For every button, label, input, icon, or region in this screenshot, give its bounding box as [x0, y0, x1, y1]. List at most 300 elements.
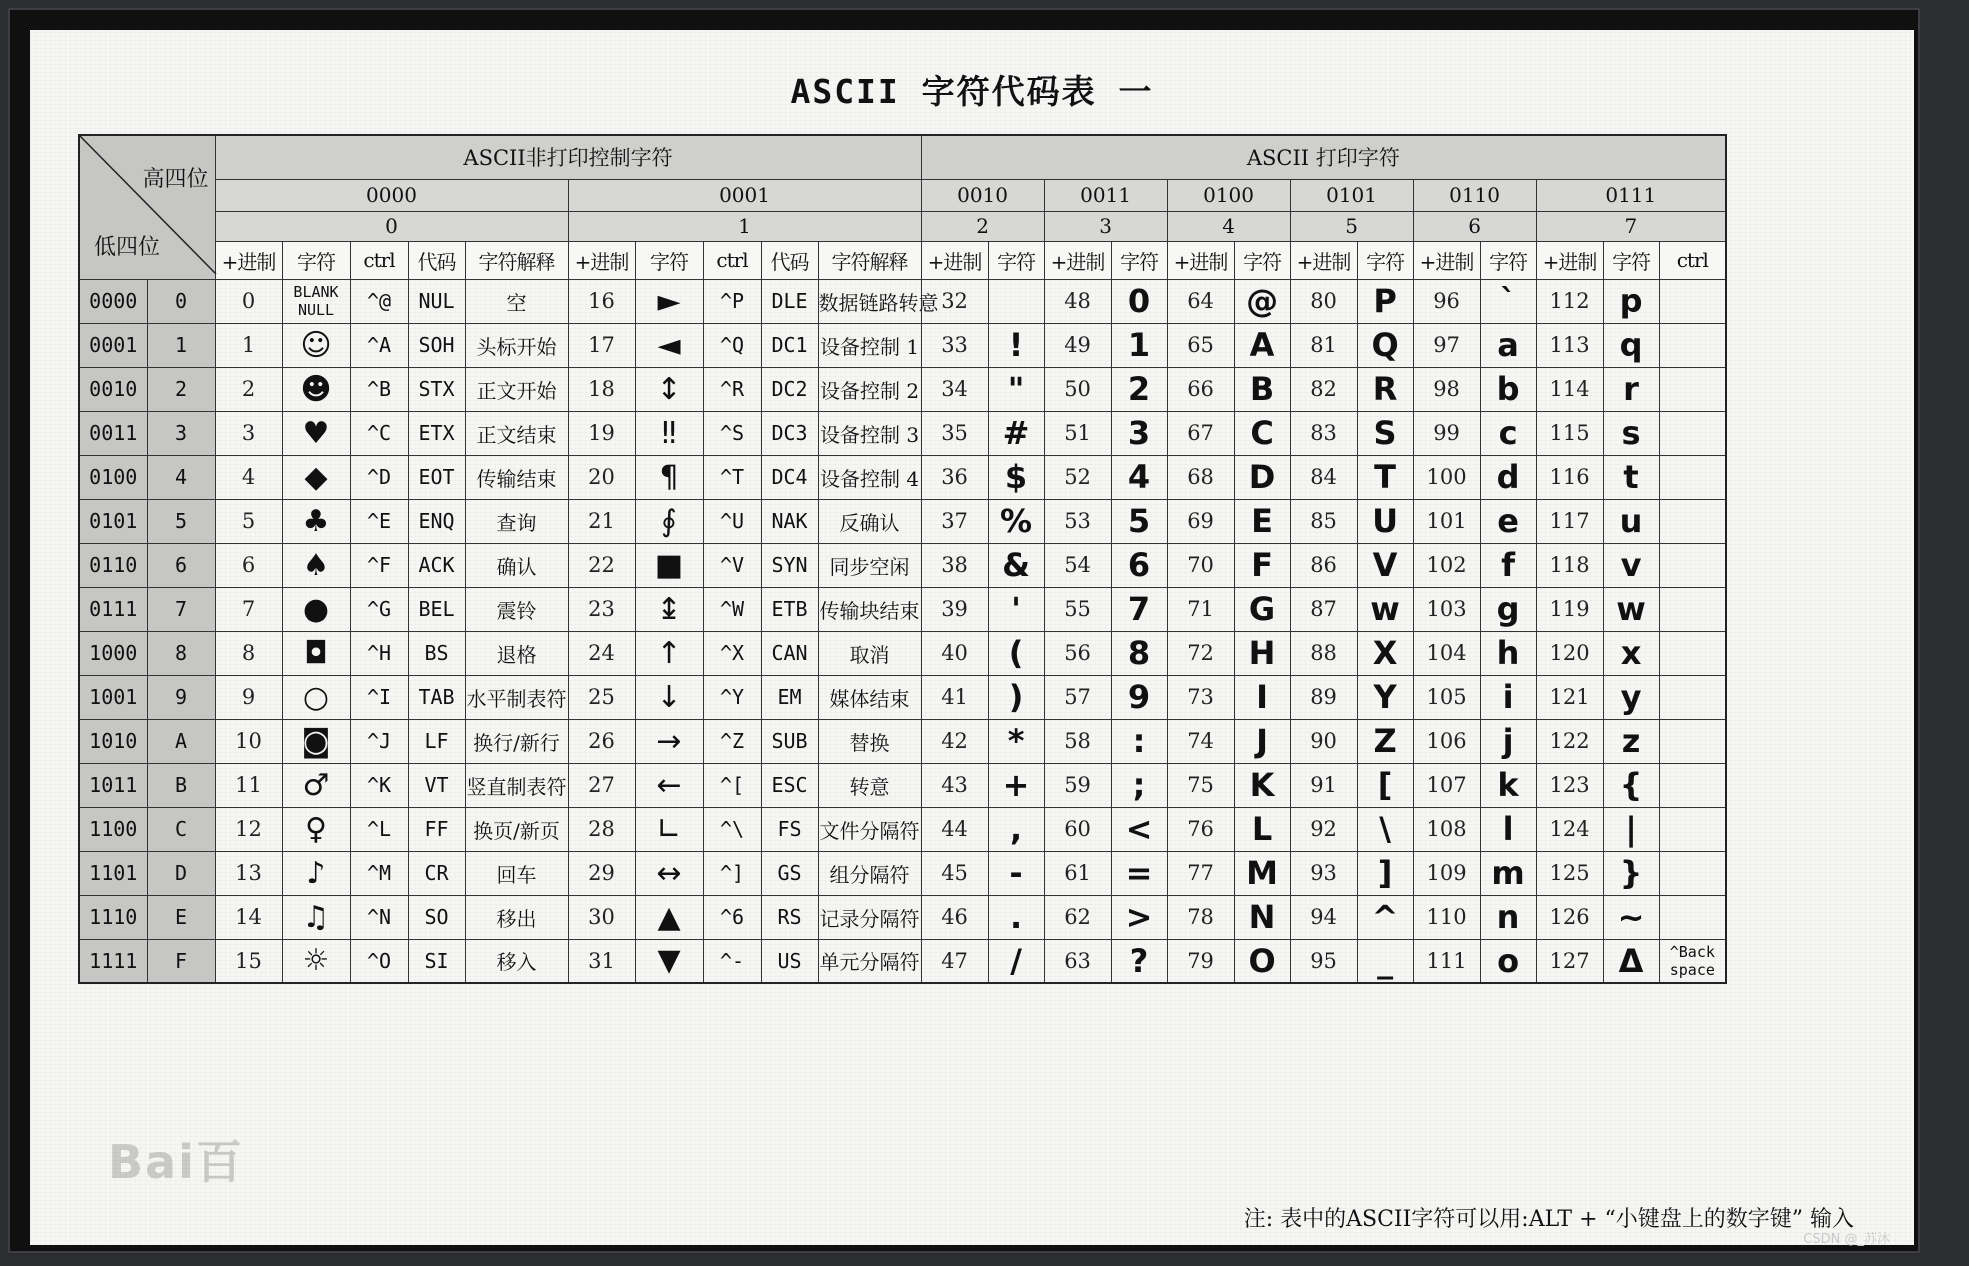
subheader-char: 字符 — [988, 241, 1044, 279]
low-bits-hex: B — [147, 763, 215, 807]
table-row — [79, 455, 1726, 499]
ctrl-key-cell: ^H — [350, 631, 408, 675]
low-bits-binary: 0000 — [79, 279, 147, 323]
control-glyph-cell: ► — [635, 279, 703, 323]
table-row — [79, 763, 1726, 807]
control-glyph-cell: ○ — [282, 675, 350, 719]
table-row — [79, 411, 1726, 455]
code-name-cell: NUL — [408, 279, 465, 323]
code-name-cell: SI — [408, 939, 465, 983]
printable-char-cell: - — [988, 851, 1044, 895]
code-name-cell: DC4 — [761, 455, 818, 499]
ctrl-key-cell: ^U — [703, 499, 761, 543]
low-bits-binary: 1100 — [79, 807, 147, 851]
table-row — [79, 807, 1726, 851]
description-cell: 设备控制 1 — [818, 323, 921, 367]
decimal-cell: 95 — [1290, 939, 1357, 983]
ascii-chart-sheet — [30, 30, 1914, 1245]
printable-char-cell: Y — [1357, 675, 1413, 719]
ctrl-key-cell: ^C — [350, 411, 408, 455]
decimal-cell: 44 — [921, 807, 988, 851]
printable-char-cell: 1 — [1111, 323, 1167, 367]
decimal-cell: 3 — [215, 411, 282, 455]
decimal-cell: 39 — [921, 587, 988, 631]
description-cell: 转意 — [818, 763, 921, 807]
code-name-cell: DC2 — [761, 367, 818, 411]
decimal-cell: 47 — [921, 939, 988, 983]
printable-char-cell: , — [988, 807, 1044, 851]
ctrl-key-cell: ^T — [703, 455, 761, 499]
ctrl-key-cell: ^Z — [703, 719, 761, 763]
control-glyph-cell: ● — [282, 587, 350, 631]
control-glyph-cell: ▼ — [635, 939, 703, 983]
printable-char-cell: 9 — [1111, 675, 1167, 719]
table-row — [79, 499, 1726, 543]
description-cell: 移入 — [465, 939, 568, 983]
decimal-cell: 49 — [1044, 323, 1111, 367]
code-name-cell: ESC — [761, 763, 818, 807]
description-cell: 反确认 — [818, 499, 921, 543]
printable-char-cell: 7 — [1111, 587, 1167, 631]
description-cell: 换页/新页 — [465, 807, 568, 851]
code-name-cell: NAK — [761, 499, 818, 543]
subheader-char: 字符 — [635, 241, 703, 279]
subheader-desc: 字符解释 — [465, 241, 568, 279]
description-cell: 传输结束 — [465, 455, 568, 499]
decimal-cell: 66 — [1167, 367, 1234, 411]
decimal-cell: 92 — [1290, 807, 1357, 851]
code-name-cell: ACK — [408, 543, 465, 587]
printable-char-cell: P — [1357, 279, 1413, 323]
printable-char-cell: ! — [988, 323, 1044, 367]
printable-char-cell: f — [1480, 543, 1536, 587]
decimal-cell: 63 — [1044, 939, 1111, 983]
low-bits-hex: 7 — [147, 587, 215, 631]
ctrl-key-cell — [1659, 675, 1726, 719]
description-cell: 换行/新行 — [465, 719, 568, 763]
printable-char-cell: G — [1234, 587, 1290, 631]
printable-char-cell: [ — [1357, 763, 1413, 807]
decimal-cell: 86 — [1290, 543, 1357, 587]
control-glyph-cell: ¶ — [635, 455, 703, 499]
decimal-cell: 21 — [568, 499, 635, 543]
code-name-cell: US — [761, 939, 818, 983]
subheader-char: 字符 — [282, 241, 350, 279]
control-glyph-cell: ☻ — [282, 367, 350, 411]
ctrl-key-cell: ^J — [350, 719, 408, 763]
ctrl-key-cell: ^G — [350, 587, 408, 631]
ctrl-key-cell: ^Q — [703, 323, 761, 367]
decimal-cell: 79 — [1167, 939, 1234, 983]
low-bits-hex: A — [147, 719, 215, 763]
decimal-cell: 58 — [1044, 719, 1111, 763]
decimal-cell: 85 — [1290, 499, 1357, 543]
code-name-cell: DLE — [761, 279, 818, 323]
low-bits-hex: 4 — [147, 455, 215, 499]
printable-char-cell: Z — [1357, 719, 1413, 763]
decimal-cell: 106 — [1413, 719, 1480, 763]
ctrl-key-cell — [1659, 807, 1726, 851]
image-frame — [8, 8, 1920, 1253]
printable-char-cell: w — [1357, 587, 1413, 631]
description-cell: 设备控制 4 — [818, 455, 921, 499]
high-bits-3: 0011 — [1044, 179, 1167, 211]
low-bits-hex: D — [147, 851, 215, 895]
low-bits-hex: 9 — [147, 675, 215, 719]
table-row — [79, 719, 1726, 763]
decimal-cell: 29 — [568, 851, 635, 895]
code-name-cell: ENQ — [408, 499, 465, 543]
decimal-cell: 108 — [1413, 807, 1480, 851]
decimal-cell: 0 — [215, 279, 282, 323]
low-bits-hex: 3 — [147, 411, 215, 455]
description-cell: 媒体结束 — [818, 675, 921, 719]
code-name-cell: BEL — [408, 587, 465, 631]
code-name-cell: CR — [408, 851, 465, 895]
decimal-cell: 90 — [1290, 719, 1357, 763]
decimal-cell: 71 — [1167, 587, 1234, 631]
description-cell: 移出 — [465, 895, 568, 939]
printable-char-cell: 5 — [1111, 499, 1167, 543]
decimal-cell: 64 — [1167, 279, 1234, 323]
ctrl-key-cell: ^M — [350, 851, 408, 895]
low-bits-binary: 0110 — [79, 543, 147, 587]
low-bits-hex: 2 — [147, 367, 215, 411]
ctrl-key-cell — [1659, 587, 1726, 631]
decimal-cell: 45 — [921, 851, 988, 895]
ctrl-key-cell: ^B — [350, 367, 408, 411]
description-cell: 取消 — [818, 631, 921, 675]
subheader-dec: +进制 — [1044, 241, 1111, 279]
high-digit-5: 5 — [1290, 211, 1413, 241]
low-bits-label: 低四位 — [94, 234, 161, 260]
printable-char-cell: h — [1480, 631, 1536, 675]
decimal-cell: 48 — [1044, 279, 1111, 323]
decimal-cell: 26 — [568, 719, 635, 763]
decimal-cell: 55 — [1044, 587, 1111, 631]
decimal-cell: 101 — [1413, 499, 1480, 543]
subheader-dec: +进制 — [1290, 241, 1357, 279]
decimal-cell: 16 — [568, 279, 635, 323]
description-cell: 正文结束 — [465, 411, 568, 455]
decimal-cell: 121 — [1536, 675, 1603, 719]
printable-char-cell: i — [1480, 675, 1536, 719]
decimal-cell: 30 — [568, 895, 635, 939]
csdn-credit: CSDN @_苏沐 — [1803, 1232, 1890, 1247]
description-cell: 确认 — [465, 543, 568, 587]
control-glyph-cell: ∟ — [635, 807, 703, 851]
low-bits-binary: 0001 — [79, 323, 147, 367]
decimal-cell: 119 — [1536, 587, 1603, 631]
high-digit-4: 4 — [1167, 211, 1290, 241]
decimal-cell: 105 — [1413, 675, 1480, 719]
subheader-dec: +进制 — [568, 241, 635, 279]
description-cell: 正文开始 — [465, 367, 568, 411]
printable-char-cell: " — [988, 367, 1044, 411]
decimal-cell: 43 — [921, 763, 988, 807]
ctrl-key-cell — [1659, 763, 1726, 807]
ctrl-key-cell: ^A — [350, 323, 408, 367]
description-cell: 组分隔符 — [818, 851, 921, 895]
subheader-desc: 字符解释 — [818, 241, 921, 279]
printable-char-cell: ; — [1111, 763, 1167, 807]
printable-char-cell: D — [1234, 455, 1290, 499]
printable-char-cell: = — [1111, 851, 1167, 895]
low-bits-hex: 6 — [147, 543, 215, 587]
decimal-cell: 50 — [1044, 367, 1111, 411]
ascii-code-table — [78, 134, 1727, 984]
subheader-dec: +进制 — [1536, 241, 1603, 279]
ctrl-key-cell: ^R — [703, 367, 761, 411]
decimal-cell: 73 — [1167, 675, 1234, 719]
printable-char-cell: < — [1111, 807, 1167, 851]
decimal-cell: 113 — [1536, 323, 1603, 367]
table-row — [79, 587, 1726, 631]
low-bits-binary: 0100 — [79, 455, 147, 499]
high-digit-6: 6 — [1413, 211, 1536, 241]
control-glyph-cell: ♥ — [282, 411, 350, 455]
printable-char-cell: e — [1480, 499, 1536, 543]
ctrl-key-cell — [1659, 499, 1726, 543]
printable-char-cell: { — [1603, 763, 1659, 807]
control-glyph-cell: BLANK NULL — [282, 279, 350, 323]
decimal-cell: 127 — [1536, 939, 1603, 983]
printable-char-cell: x — [1603, 631, 1659, 675]
low-bits-binary: 1011 — [79, 763, 147, 807]
description-cell: 单元分隔符 — [818, 939, 921, 983]
ctrl-key-cell: ^- — [703, 939, 761, 983]
printable-char-cell: 4 — [1111, 455, 1167, 499]
ctrl-key-cell: ^N — [350, 895, 408, 939]
decimal-cell: 110 — [1413, 895, 1480, 939]
decimal-cell: 107 — [1413, 763, 1480, 807]
chart-title: ASCII 字符代码表 一 — [790, 72, 1154, 111]
decimal-cell: 24 — [568, 631, 635, 675]
control-glyph-cell: ☼ — [282, 939, 350, 983]
ctrl-key-cell — [1659, 631, 1726, 675]
low-bits-hex: F — [147, 939, 215, 983]
decimal-cell: 38 — [921, 543, 988, 587]
decimal-cell: 41 — [921, 675, 988, 719]
printable-char-cell: A — [1234, 323, 1290, 367]
decimal-cell: 77 — [1167, 851, 1234, 895]
ctrl-key-cell: ^Y — [703, 675, 761, 719]
decimal-cell: 13 — [215, 851, 282, 895]
ctrl-key-cell — [1659, 279, 1726, 323]
baidu-watermark: Bai百 — [108, 1135, 244, 1189]
printable-char-cell: w — [1603, 587, 1659, 631]
description-cell: 竖直制表符 — [465, 763, 568, 807]
printable-char-cell: Δ — [1603, 939, 1659, 983]
decimal-cell: 51 — [1044, 411, 1111, 455]
printable-char-cell: $ — [988, 455, 1044, 499]
ctrl-key-cell: ^Back space — [1659, 939, 1726, 983]
control-glyph-cell: ∮ — [635, 499, 703, 543]
code-name-cell: FS — [761, 807, 818, 851]
printable-char-cell: J — [1234, 719, 1290, 763]
low-bits-binary: 1010 — [79, 719, 147, 763]
printable-char-cell: I — [1234, 675, 1290, 719]
decimal-cell: 117 — [1536, 499, 1603, 543]
decimal-cell: 123 — [1536, 763, 1603, 807]
ctrl-key-cell: ^6 — [703, 895, 761, 939]
ctrl-key-cell: ^] — [703, 851, 761, 895]
control-glyph-cell: ↨ — [635, 587, 703, 631]
printable-char-cell: s — [1603, 411, 1659, 455]
table-row — [79, 675, 1726, 719]
code-name-cell: STX — [408, 367, 465, 411]
ctrl-key-cell: ^D — [350, 455, 408, 499]
control-glyph-cell: → — [635, 719, 703, 763]
code-name-cell: CAN — [761, 631, 818, 675]
control-glyph-cell: ↕ — [635, 367, 703, 411]
decimal-cell: 61 — [1044, 851, 1111, 895]
decimal-cell: 17 — [568, 323, 635, 367]
printable-char-cell: 0 — [1111, 279, 1167, 323]
high-bits-5: 0101 — [1290, 179, 1413, 211]
ctrl-key-cell: ^K — [350, 763, 408, 807]
printable-char-cell: > — [1111, 895, 1167, 939]
decimal-cell: 31 — [568, 939, 635, 983]
subheader-code: 代码 — [761, 241, 818, 279]
description-cell: 退格 — [465, 631, 568, 675]
high-digit-0: 0 — [215, 211, 568, 241]
printable-char-cell: O — [1234, 939, 1290, 983]
description-cell: 水平制表符 — [465, 675, 568, 719]
decimal-cell: 4 — [215, 455, 282, 499]
printable-char-cell: % — [988, 499, 1044, 543]
printable-char-cell: n — [1480, 895, 1536, 939]
decimal-cell: 62 — [1044, 895, 1111, 939]
decimal-cell: 22 — [568, 543, 635, 587]
code-name-cell: EOT — [408, 455, 465, 499]
printable-char-cell: b — [1480, 367, 1536, 411]
printable-char-cell: R — [1357, 367, 1413, 411]
low-bits-hex: 5 — [147, 499, 215, 543]
subheader-dec: +进制 — [1167, 241, 1234, 279]
decimal-cell: 7 — [215, 587, 282, 631]
printable-char-cell: o — [1480, 939, 1536, 983]
decimal-cell: 100 — [1413, 455, 1480, 499]
low-bits-hex: 1 — [147, 323, 215, 367]
decimal-cell: 99 — [1413, 411, 1480, 455]
decimal-cell: 84 — [1290, 455, 1357, 499]
code-name-cell: ETX — [408, 411, 465, 455]
printable-char-cell: V — [1357, 543, 1413, 587]
printable-char-cell: _ — [1357, 939, 1413, 983]
decimal-cell: 122 — [1536, 719, 1603, 763]
subheader-char: 字符 — [1603, 241, 1659, 279]
decimal-cell: 18 — [568, 367, 635, 411]
code-name-cell: EM — [761, 675, 818, 719]
high-digit-1: 1 — [568, 211, 921, 241]
decimal-cell: 80 — [1290, 279, 1357, 323]
decimal-cell: 88 — [1290, 631, 1357, 675]
printable-char-cell: F — [1234, 543, 1290, 587]
high-digit-7: 7 — [1536, 211, 1726, 241]
control-glyph-cell: ← — [635, 763, 703, 807]
decimal-cell: 15 — [215, 939, 282, 983]
description-cell: 数据链路转意 — [818, 279, 921, 323]
low-bits-hex: C — [147, 807, 215, 851]
description-cell: 同步空闲 — [818, 543, 921, 587]
code-name-cell: SO — [408, 895, 465, 939]
decimal-cell: 72 — [1167, 631, 1234, 675]
subheader-dec: +进制 — [215, 241, 282, 279]
table-row — [79, 631, 1726, 675]
decimal-cell: 104 — [1413, 631, 1480, 675]
code-name-cell: SUB — [761, 719, 818, 763]
low-bits-binary: 1111 — [79, 939, 147, 983]
printable-char-cell: ) — [988, 675, 1044, 719]
low-bits-binary: 0101 — [79, 499, 147, 543]
high-bits-6: 0110 — [1413, 179, 1536, 211]
low-bits-hex: 8 — [147, 631, 215, 675]
printable-char-cell: H — [1234, 631, 1290, 675]
printable-char-cell: T — [1357, 455, 1413, 499]
ctrl-key-cell: ^E — [350, 499, 408, 543]
printable-char-cell: ? — [1111, 939, 1167, 983]
description-cell: 记录分隔符 — [818, 895, 921, 939]
code-name-cell: VT — [408, 763, 465, 807]
control-glyph-cell: ☺ — [282, 323, 350, 367]
decimal-cell: 67 — [1167, 411, 1234, 455]
decimal-cell: 109 — [1413, 851, 1480, 895]
printable-char-cell: & — [988, 543, 1044, 587]
table-row — [79, 895, 1726, 939]
decimal-cell: 124 — [1536, 807, 1603, 851]
decimal-cell: 125 — [1536, 851, 1603, 895]
ctrl-key-cell — [1659, 411, 1726, 455]
decimal-cell: 116 — [1536, 455, 1603, 499]
low-bits-binary: 0010 — [79, 367, 147, 411]
printable-char-cell: # — [988, 411, 1044, 455]
printable-char-cell: S — [1357, 411, 1413, 455]
code-name-cell: LF — [408, 719, 465, 763]
decimal-cell: 94 — [1290, 895, 1357, 939]
code-name-cell: SYN — [761, 543, 818, 587]
code-name-cell: FF — [408, 807, 465, 851]
decimal-cell: 120 — [1536, 631, 1603, 675]
printable-char-cell: * — [988, 719, 1044, 763]
description-cell: 空 — [465, 279, 568, 323]
decimal-cell: 27 — [568, 763, 635, 807]
printable-char-cell: z — [1603, 719, 1659, 763]
subheader-ctrl: ctrl — [1659, 241, 1726, 279]
decimal-cell: 91 — [1290, 763, 1357, 807]
table-row — [79, 543, 1726, 587]
description-cell: 替换 — [818, 719, 921, 763]
decimal-cell: 76 — [1167, 807, 1234, 851]
ctrl-key-cell — [1659, 455, 1726, 499]
decimal-cell: 56 — [1044, 631, 1111, 675]
printable-char-cell: q — [1603, 323, 1659, 367]
printable-char-cell: : — [1111, 719, 1167, 763]
decimal-cell: 98 — [1413, 367, 1480, 411]
control-glyph-cell: ♠ — [282, 543, 350, 587]
decimal-cell: 83 — [1290, 411, 1357, 455]
printable-char-cell: . — [988, 895, 1044, 939]
low-bits-binary: 1001 — [79, 675, 147, 719]
decimal-cell: 6 — [215, 543, 282, 587]
decimal-cell: 87 — [1290, 587, 1357, 631]
ctrl-key-cell: ^O — [350, 939, 408, 983]
decimal-cell: 42 — [921, 719, 988, 763]
low-bits-binary: 1000 — [79, 631, 147, 675]
description-cell: 头标开始 — [465, 323, 568, 367]
description-cell: 设备控制 2 — [818, 367, 921, 411]
description-cell: 设备控制 3 — [818, 411, 921, 455]
